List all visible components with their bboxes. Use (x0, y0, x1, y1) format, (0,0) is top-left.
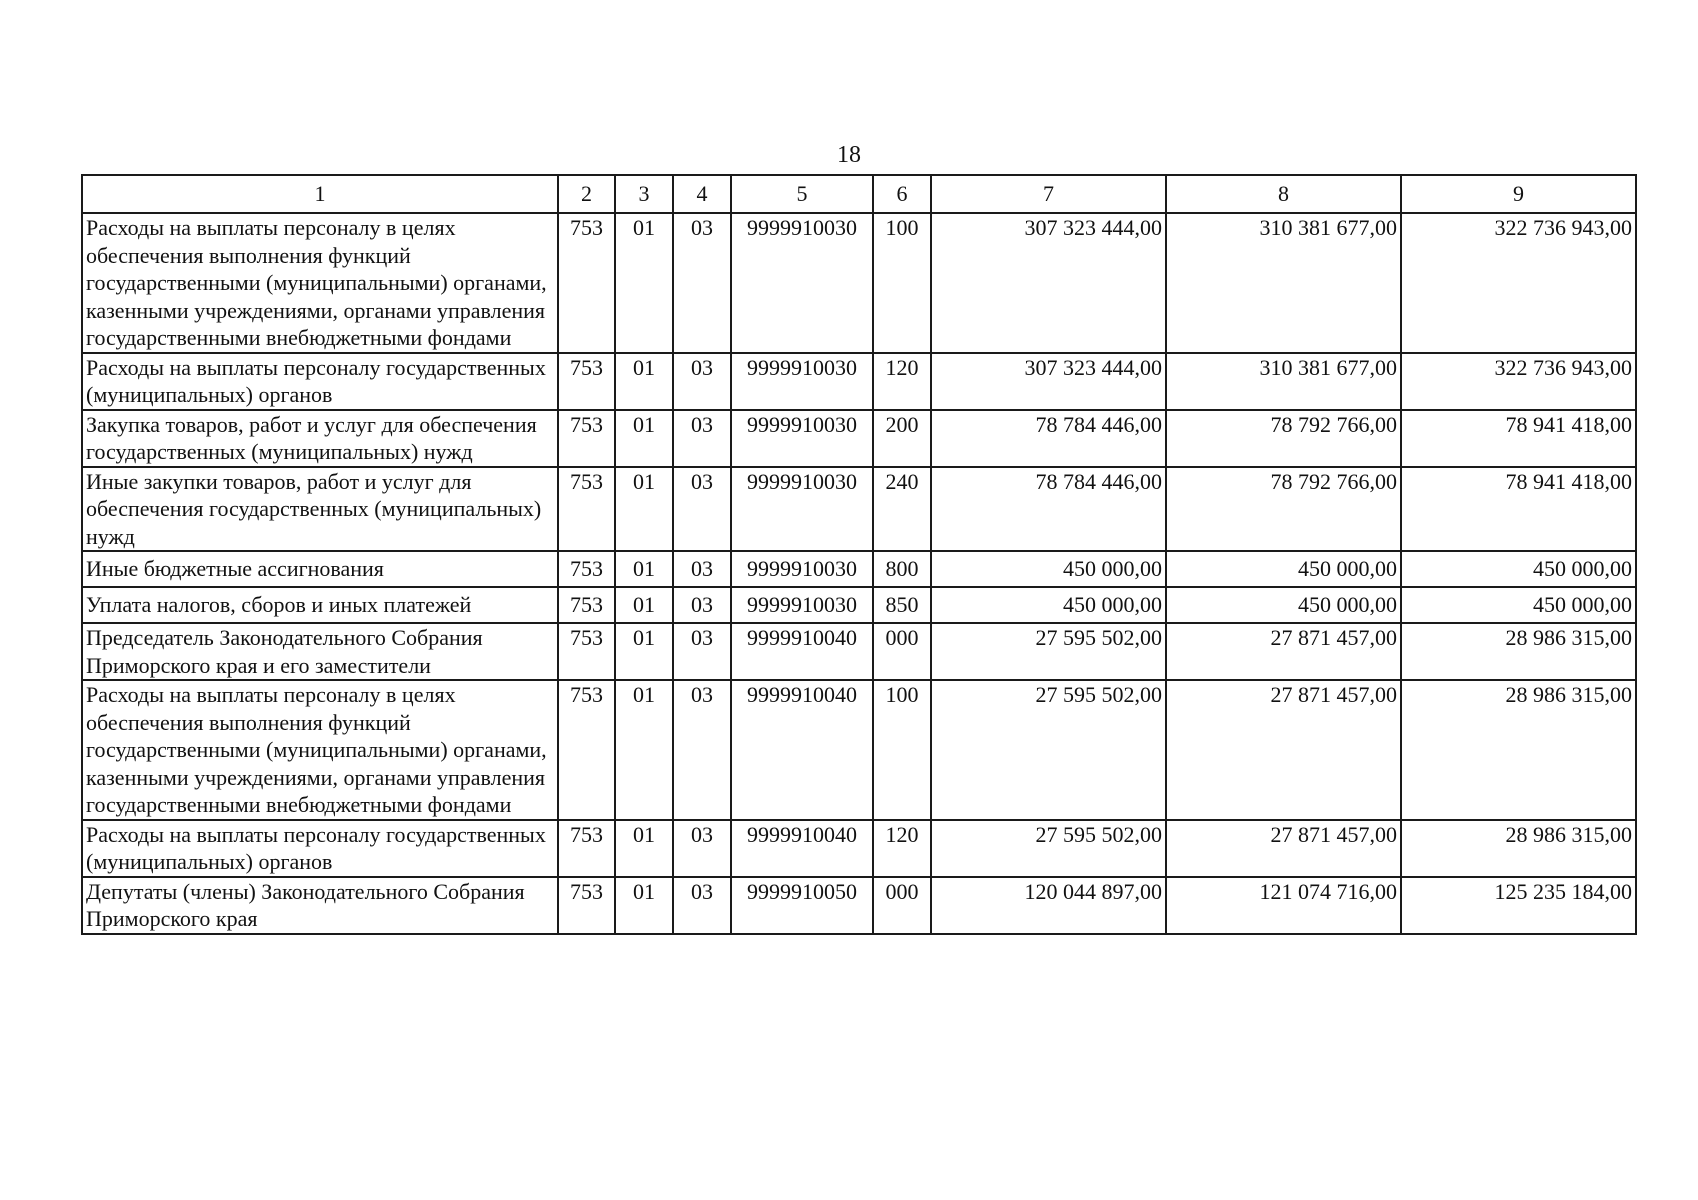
subsection-code: 03 (673, 680, 731, 820)
row-name: Уплата налогов, сборов и иных платежей (82, 587, 558, 623)
budget-table (81, 174, 1637, 935)
subsection-code: 03 (673, 213, 731, 353)
column-number-row (82, 175, 1636, 213)
subsection-code: 03 (673, 551, 731, 587)
section-code: 01 (615, 551, 673, 587)
subsection-code: 03 (673, 410, 731, 467)
section-code: 01 (615, 820, 673, 877)
section-code: 01 (615, 877, 673, 934)
table-row (82, 623, 1636, 680)
row-name: Председатель Законодательного Собрания Приморского края и его заместители (82, 623, 558, 680)
column-header: 8 (1166, 175, 1401, 213)
table-row (82, 587, 1636, 623)
expense-type-code: 000 (873, 877, 931, 934)
subsection-code: 03 (673, 353, 731, 410)
expense-type-code: 240 (873, 467, 931, 552)
row-name: Иные бюджетные ассигнования (82, 551, 558, 587)
table-row (82, 213, 1636, 353)
table-row (82, 680, 1636, 820)
expense-type-code: 100 (873, 680, 931, 820)
section-code: 01 (615, 353, 673, 410)
column-header: 3 (615, 175, 673, 213)
amount-col-8: 78 792 766,00 (1166, 467, 1401, 552)
amount-col-7: 27 595 502,00 (931, 623, 1166, 680)
amount-col-8: 310 381 677,00 (1166, 213, 1401, 353)
amount-col-8: 27 871 457,00 (1166, 680, 1401, 820)
row-name: Депутаты (члены) Законодательного Собрания Приморского края (82, 877, 558, 934)
expense-type-code: 850 (873, 587, 931, 623)
row-name: Расходы на выплаты персоналу в целях обеспечения выполнения функций государственными (муниципальными) органами, казенными учреждениями, органами управления государственными внебюджетными фондами (82, 680, 558, 820)
ministry-code: 753 (558, 877, 615, 934)
amount-col-9: 78 941 418,00 (1401, 410, 1636, 467)
expense-type-code: 200 (873, 410, 931, 467)
amount-col-7: 307 323 444,00 (931, 213, 1166, 353)
ministry-code: 753 (558, 551, 615, 587)
column-header: 5 (731, 175, 873, 213)
section-code: 01 (615, 623, 673, 680)
amount-col-8: 450 000,00 (1166, 587, 1401, 623)
section-code: 01 (615, 213, 673, 353)
amount-col-7: 450 000,00 (931, 587, 1166, 623)
section-code: 01 (615, 680, 673, 820)
section-code: 01 (615, 467, 673, 552)
amount-col-7: 307 323 444,00 (931, 353, 1166, 410)
expense-type-code: 120 (873, 820, 931, 877)
section-code: 01 (615, 410, 673, 467)
row-name: Расходы на выплаты персоналу государственных (муниципальных) органов (82, 353, 558, 410)
amount-col-9: 28 986 315,00 (1401, 680, 1636, 820)
ministry-code: 753 (558, 353, 615, 410)
table-row (82, 551, 1636, 587)
target-article-code: 9999910030 (731, 410, 873, 467)
target-article-code: 9999910030 (731, 587, 873, 623)
subsection-code: 03 (673, 877, 731, 934)
expense-type-code: 100 (873, 213, 931, 353)
table-row (82, 467, 1636, 552)
amount-col-9: 322 736 943,00 (1401, 213, 1636, 353)
target-article-code: 9999910040 (731, 623, 873, 680)
row-name: Закупка товаров, работ и услуг для обеспечения государственных (муниципальных) нужд (82, 410, 558, 467)
target-article-code: 9999910030 (731, 213, 873, 353)
subsection-code: 03 (673, 820, 731, 877)
row-name: Иные закупки товаров, работ и услуг для обеспечения государственных (муниципальных) нужд (82, 467, 558, 552)
amount-col-7: 27 595 502,00 (931, 820, 1166, 877)
ministry-code: 753 (558, 467, 615, 552)
row-name: Расходы на выплаты персоналу в целях обеспечения выполнения функций государственными (муниципальными) органами, казенными учреждениями, органами управления государственными внебюджетными фондами (82, 213, 558, 353)
amount-col-7: 27 595 502,00 (931, 680, 1166, 820)
amount-col-8: 27 871 457,00 (1166, 820, 1401, 877)
target-article-code: 9999910040 (731, 820, 873, 877)
amount-col-8: 27 871 457,00 (1166, 623, 1401, 680)
ministry-code: 753 (558, 587, 615, 623)
expense-type-code: 120 (873, 353, 931, 410)
target-article-code: 9999910050 (731, 877, 873, 934)
column-header: 7 (931, 175, 1166, 213)
ministry-code: 753 (558, 680, 615, 820)
column-header: 2 (558, 175, 615, 213)
column-header: 9 (1401, 175, 1636, 213)
column-header: 6 (873, 175, 931, 213)
ministry-code: 753 (558, 820, 615, 877)
ministry-code: 753 (558, 410, 615, 467)
column-header: 4 (673, 175, 731, 213)
amount-col-7: 120 044 897,00 (931, 877, 1166, 934)
amount-col-7: 78 784 446,00 (931, 467, 1166, 552)
table-row (82, 353, 1636, 410)
expense-type-code: 000 (873, 623, 931, 680)
amount-col-8: 78 792 766,00 (1166, 410, 1401, 467)
table-row (82, 877, 1636, 934)
target-article-code: 9999910030 (731, 551, 873, 587)
amount-col-8: 121 074 716,00 (1166, 877, 1401, 934)
table-row (82, 820, 1636, 877)
ministry-code: 753 (558, 213, 615, 353)
amount-col-8: 310 381 677,00 (1166, 353, 1401, 410)
subsection-code: 03 (673, 623, 731, 680)
subsection-code: 03 (673, 467, 731, 552)
subsection-code: 03 (673, 587, 731, 623)
target-article-code: 9999910030 (731, 467, 873, 552)
target-article-code: 9999910040 (731, 680, 873, 820)
amount-col-7: 450 000,00 (931, 551, 1166, 587)
amount-col-9: 28 986 315,00 (1401, 623, 1636, 680)
amount-col-9: 28 986 315,00 (1401, 820, 1636, 877)
amount-col-8: 450 000,00 (1166, 551, 1401, 587)
table-row (82, 410, 1636, 467)
amount-col-7: 78 784 446,00 (931, 410, 1166, 467)
ministry-code: 753 (558, 623, 615, 680)
row-name: Расходы на выплаты персоналу государственных (муниципальных) органов (82, 820, 558, 877)
column-header: 1 (82, 175, 558, 213)
page-number: 18 (837, 142, 861, 168)
amount-col-9: 78 941 418,00 (1401, 467, 1636, 552)
amount-col-9: 125 235 184,00 (1401, 877, 1636, 934)
amount-col-9: 322 736 943,00 (1401, 353, 1636, 410)
section-code: 01 (615, 587, 673, 623)
amount-col-9: 450 000,00 (1401, 587, 1636, 623)
amount-col-9: 450 000,00 (1401, 551, 1636, 587)
target-article-code: 9999910030 (731, 353, 873, 410)
expense-type-code: 800 (873, 551, 931, 587)
